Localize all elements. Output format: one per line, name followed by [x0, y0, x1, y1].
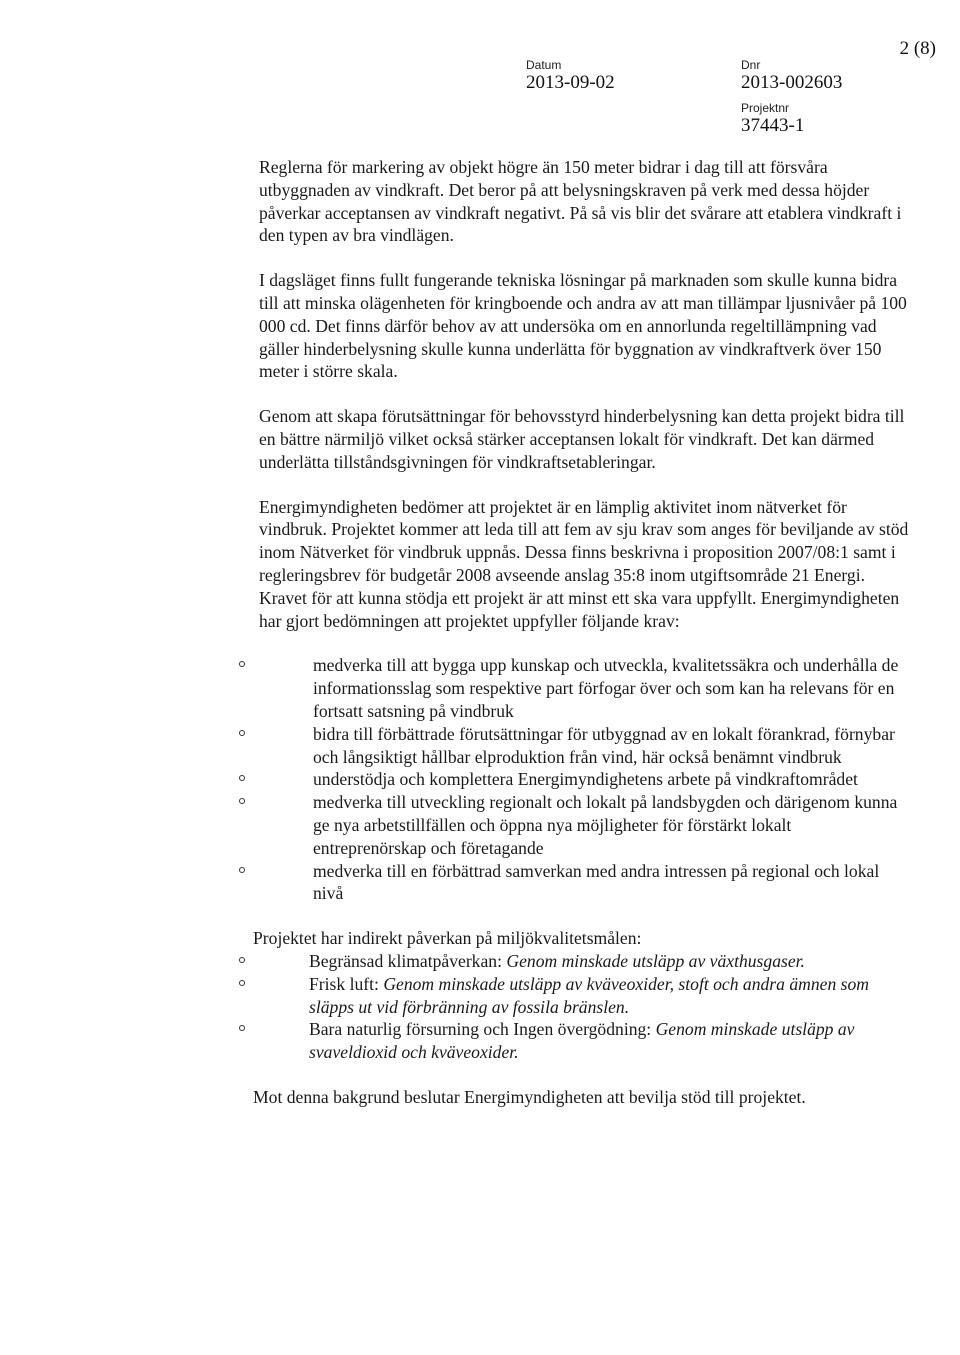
env-goal-desc: Genom minskade utsläpp av svaveldioxid och kväveoxider.: [309, 1019, 855, 1063]
list-item: medverka till en förbättrad samverkan med andra intressen på regional och lokal nivå: [259, 860, 909, 906]
paragraph-2: I dagsläget finns fullt fungerande tekniska lösningar på marknaden som skulle kunna bidra till att minska olägenheten för kringboende och andra av att man tillämpar ljusnivåer på 100 000 cd. Det finns därför behov av att undersöka om en annorlunda regeltillämpning vad gäller hinderbelysning skulle kunna underlätta för byggnation av vindkraftverk över 150 meter i större skala.: [259, 270, 907, 382]
bullet-icon: [239, 957, 245, 963]
bullet-icon: [239, 775, 245, 781]
env-goal-name: Bara naturlig försurning och Ingen övergödning:: [309, 1019, 652, 1040]
list-item: [259, 973, 909, 1019]
bullet-icon: [239, 980, 245, 986]
env-goal-name: Begränsad klimatpåverkan:: [309, 950, 502, 971]
datum-label: Datum: [526, 58, 562, 72]
bullet-icon: [239, 730, 245, 736]
projektnr-label: Projektnr: [741, 101, 790, 115]
paragraph-1: Reglerna för markering av objekt högre än 150 meter bidrar i dag till att försvåra utbyggnaden av vindkraft. Det beror på att belysningskraven på verk med dessa höjder påverkar acceptansen av vindkraft negativt. På så vis blir det svårare att etablera vindkraft i den typen av bra vindlägen.: [259, 157, 902, 246]
datum-value: 2013-09-02: [526, 72, 615, 93]
conclusion: Mot denna bakgrund beslutar Energimyndigheten att bevilja stöd till projektet.: [253, 1086, 806, 1107]
page-number: 2 (8): [899, 38, 936, 59]
env-goals-list: [259, 950, 909, 1064]
list-item: bidra till förbättrade förutsättningar för utbyggnad av en lokalt förankrad, förnybar och långsiktigt hållbar elproduktion från vind, här också benämnt vindbruk: [259, 723, 909, 769]
bullet-icon: [239, 1025, 245, 1031]
env-goals-intro: Projektet har indirekt påverkan på miljökvalitetsmålen:: [253, 928, 642, 949]
dnr-value: 2013-002603: [741, 72, 843, 93]
env-goal-desc: Genom minskade utsläpp av kväveoxider, stoft och andra ämnen som släpps ut vid förbränning av fossila bränslen.: [309, 973, 870, 1017]
dnr-label: Dnr: [741, 58, 761, 72]
list-item: understödja och komplettera Energimyndighetens arbete på vindkraftområdet: [259, 768, 909, 791]
bullet-icon: [239, 798, 245, 804]
list-item: [259, 1018, 909, 1064]
paragraph-4: Energimyndigheten bedömer att projektet är en lämplig aktivitet inom nätverket för vindbruk. Projektet kommer att leda till att fem av sju krav som anges för beviljande av stöd inom Nätverket för vindbruk uppnås. Dessa finns beskrivna i proposition 2007/08:1 samt i regleringsbrev för budgetår 2008 avseende anslag 35:8 inom utgiftsområde 21 Energi. Kravet för att kunna stödja ett projekt är att minst ett ska vara uppfyllt. Energimyndigheten har gjort bedömningen att projektet uppfyller följande krav:: [259, 496, 909, 631]
document-body: [253, 156, 909, 1131]
env-goal-desc: Genom minskade utsläpp av växthusgaser.: [506, 950, 805, 971]
paragraph-3: Genom att skapa förutsättningar för behovsstyrd hinderbelysning kan detta projekt bidra till en bättre närmiljö vilket också stärker acceptansen lokalt för vindkraft. Det kan därmed underlätta tillståndsgivningen för vindkraftsetableringar.: [259, 406, 905, 472]
list-item: medverka till att bygga upp kunskap och utveckla, kvalitetssäkra och underhålla de informationsslag som respektive part förfogar över och som kan ha relevans för en fortsatt satsning på vindbruk: [259, 654, 909, 722]
env-goal-name: Frisk luft:: [309, 973, 379, 994]
bullet-icon: [239, 661, 245, 667]
requirements-list: [259, 654, 909, 905]
list-item: [259, 950, 909, 973]
bullet-icon: [239, 867, 245, 873]
list-item: medverka till utveckling regionalt och lokalt på landsbygden och därigenom kunna ge nya arbetstillfällen och öppna nya möjligheter för förstärkt lokalt entreprenörskap och företagande: [259, 791, 909, 859]
projektnr-value: 37443-1: [741, 115, 805, 136]
